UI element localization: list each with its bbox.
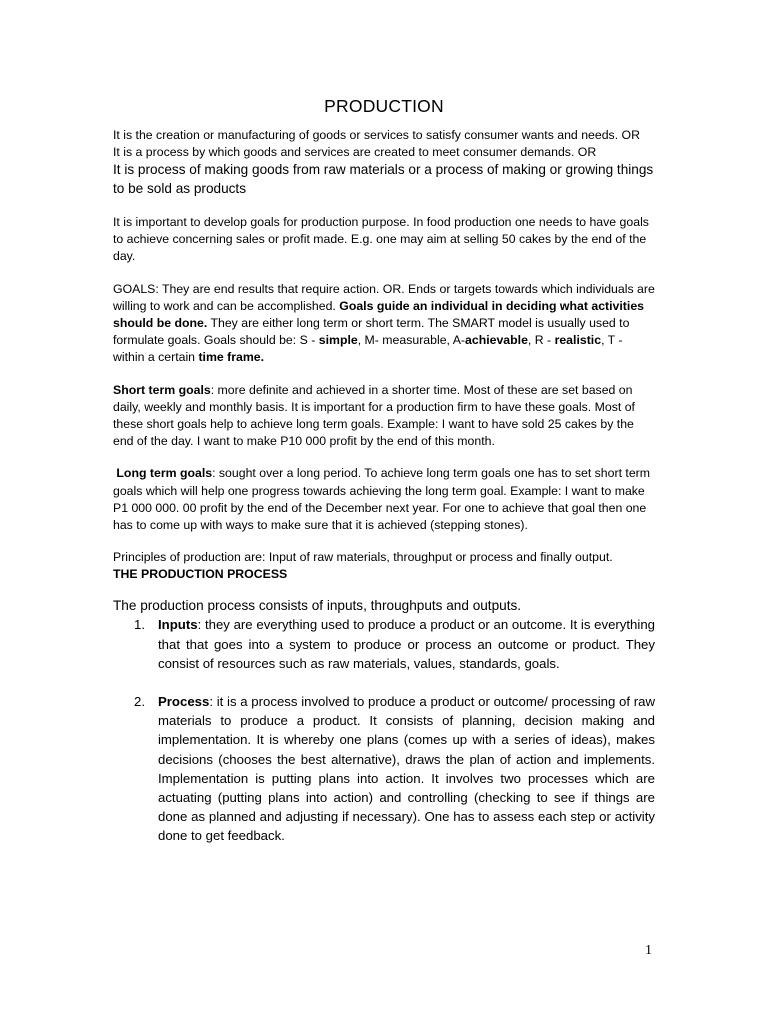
list-item-text: : they are everything used to produce a product or an outcome. It is everything that that goes into a system to produce or process an outcome or product. They consist of resources such as raw materials, values, standards, goals. bbox=[158, 617, 655, 671]
process-heading: THE PRODUCTION PROCESS bbox=[113, 567, 288, 582]
short-term-paragraph bbox=[113, 382, 655, 451]
definition-line-1: It is the creation or manufacturing of goods or services to satisfy consumer wants and needs. OR bbox=[113, 128, 640, 142]
definition-line-2: It is a process by which goods and services are created to meet consumer demands. OR bbox=[113, 145, 597, 160]
process-list bbox=[113, 615, 655, 845]
document-body bbox=[113, 94, 655, 846]
list-number: 2. bbox=[134, 694, 145, 710]
long-term-text: : sought over a long period. To achieve long term goals one has to set short term goals which will help one progress towards achieving the long term goal. Example: I want to make P1 000 000. 00 profit by the end of the December next year. For one to achieve that goal then one has to come up with ways to make sure that it is achieved (stepping stones). bbox=[113, 466, 651, 533]
definition-line-3: It is process of making goods from raw materials or a process of making or growing things to be sold as products bbox=[113, 162, 654, 197]
long-term-paragraph bbox=[113, 465, 655, 534]
goals-paragraph bbox=[113, 281, 655, 367]
principles-paragraph: Principles of production are: Input of raw materials, throughput or process and finally output. bbox=[113, 550, 613, 565]
short-term-text: : more definite and achieved in a shorter time. Most of these are set based on daily, weekly and monthly basis. It is important for a production firm to have these goals. Most of these short goals help to achieve long term goals. Example: I want to have sold 25 cakes by the end of the day. I want to make P10 000 profit by the end of this month. bbox=[113, 382, 635, 449]
list-item-inputs bbox=[113, 615, 655, 673]
goals-text-4: , R - bbox=[527, 333, 555, 348]
goals-intro-paragraph: It is important to develop goals for production purpose. In food production one needs to have goals to achieve concerning sales or profit made. E.g. one may aim at selling 50 cakes by the end of the day. bbox=[113, 215, 649, 264]
list-item-process bbox=[113, 692, 655, 846]
list-item-label: Process bbox=[158, 694, 210, 710]
goals-text-5: , T - within a certain bbox=[113, 333, 623, 365]
goals-bold-statement: Goals guide an individual in deciding what activities should be done. bbox=[113, 298, 644, 331]
smart-simple: simple bbox=[318, 333, 358, 348]
short-term-label: Short term goals bbox=[113, 382, 211, 397]
list-number: 1. bbox=[134, 617, 145, 633]
page-title: PRODUCTION bbox=[324, 96, 444, 116]
list-item-text: : it is a process involved to produce a product or outcome/ processing of raw materials to produce a product. It consists of planning, decision making and implementation. It is whereby one plans (comes up with a series of ideas), makes decisions (chooses the best alternative), draws the plan of action and implements. Implementation is putting plans into action. It involves two processes which are actuating (putting plans into action) and controlling (checking to see if things are done as planned and adjusting if necessary). One has to assess each step or activity done to get feedback. bbox=[158, 694, 655, 844]
list-item-label: Inputs bbox=[158, 617, 198, 633]
page-number: 1 bbox=[645, 943, 652, 958]
smart-achievable: achievable bbox=[465, 333, 528, 348]
process-intro: The production process consists of inputs, throughputs and outputs. bbox=[113, 597, 522, 613]
smart-time-frame: time frame. bbox=[198, 350, 265, 365]
smart-realistic: realistic bbox=[554, 333, 602, 348]
long-term-label: Long term goals bbox=[116, 466, 213, 481]
goals-text-1: GOALS: They are end results that require action. OR. Ends or targets towards which individuals are willing to work and can be accomplished. bbox=[113, 281, 655, 313]
goals-text-2: They are either long term or short term. The SMART model is usually used to formulate goals. Goals should be: S - bbox=[113, 316, 630, 348]
goals-text-3: , M- measurable, A- bbox=[357, 333, 466, 348]
